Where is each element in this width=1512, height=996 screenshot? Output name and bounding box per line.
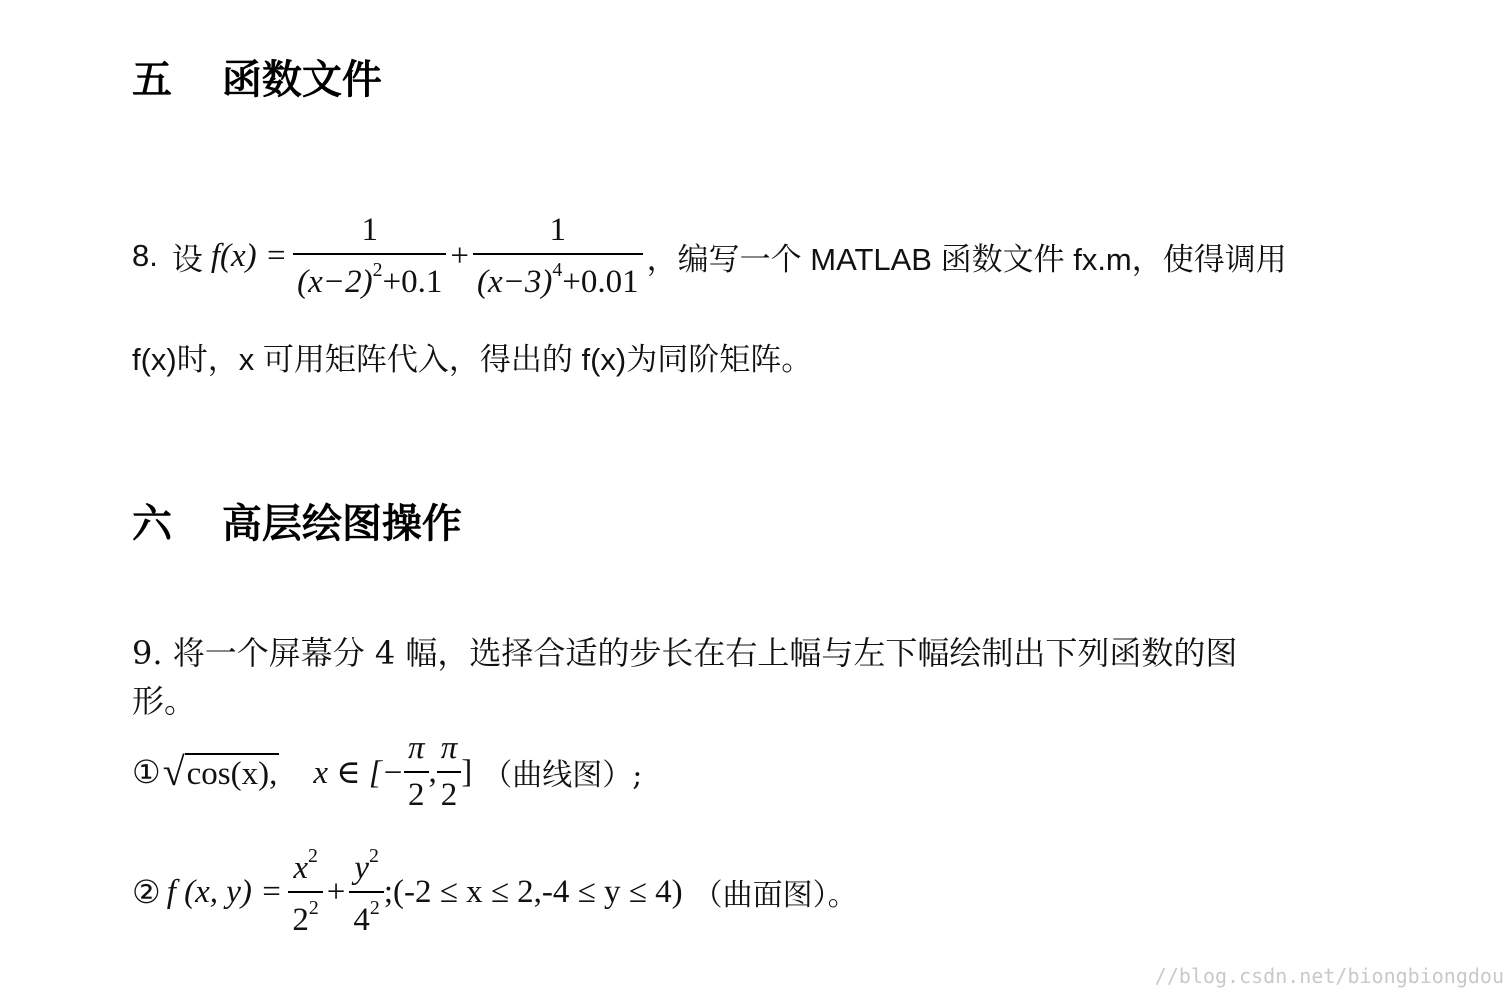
fraction-1 [293,211,446,300]
fraction-2 [473,211,643,300]
y-den-base: 4 [353,901,370,938]
x-in-interval: x ∈ [− [313,755,405,791]
section-heading-6 [132,492,462,549]
section-title: 高层绘图操作 [221,501,462,547]
interval-comma: , [428,753,437,790]
sqrt-icon: √ [162,749,185,794]
problem-8-text-rest: ，编写一个 MATLAB 函数文件 fx.m，使得调用 [646,241,1287,277]
pi-numerator-2: π [440,730,458,766]
problem-8-line-2: f(x)时，x 可用矩阵代入，得出的 f(x)为同阶矩阵。 [132,342,813,377]
y-exp: 2 [369,845,379,868]
domain-range: ;(-2 ≤ x ≤ 2,-4 ≤ y ≤ 4) [383,873,683,910]
problem-9-line-2: 形。 [132,682,197,720]
fraction-1-numerator: 1 [361,211,378,248]
plus-sign: + [326,873,346,910]
problem-8-line-1 [132,208,1287,304]
problem-9-item-2 [132,846,858,938]
fraction-2-numerator: 1 [549,211,567,248]
pi-numerator-1: π [408,730,425,766]
problem-number: 8. [132,238,158,273]
section-number: 五 [132,57,172,103]
frac-y-den [349,891,383,937]
problem-9-line-1: 9. 将一个屏幕分 4 幅，选择合适的步长在右上幅与左下幅绘制出下列函数的图 [132,634,1238,672]
watermark: //blog.csdn.net/biongbiongdou [1154,964,1504,988]
fraction-pi-2 [437,732,462,812]
den-1-exp: 2 [372,258,383,281]
item-marker-1: ① [132,753,161,791]
y-var: y [354,850,369,886]
den-2-exp: 4 [552,258,563,281]
item-1-note: （曲线图）; [482,758,643,793]
pi-denominator-2: 2 [437,771,462,812]
function-f-xy: f (x, y) = [166,873,283,910]
interval-close: ] [461,753,473,790]
x-var: x [293,850,308,886]
problem-intro: 设 [171,241,203,278]
item-marker-2: ② [132,873,161,911]
fraction-y-squared [349,847,383,937]
problem-9-item-1 [132,730,642,814]
den-2-tail: +0.01 [562,263,639,300]
pi-denominator-1: 2 [404,771,429,812]
section-heading-5 [132,48,382,105]
frac-y-num [352,847,381,891]
section-number: 六 [132,501,172,547]
sqrt-body: cos(x), [185,753,280,792]
den-1-base: (x−2) [297,263,373,300]
x-den-exp: 2 [308,897,319,919]
frac-x-den [288,891,322,937]
fraction-1-denominator [293,253,446,299]
x-exp: 2 [307,845,318,868]
x-den-base: 2 [292,901,309,938]
frac-x-num [291,847,320,891]
plus-sign: + [450,237,469,274]
fraction-x-squared [288,847,322,937]
den-2-base: (x−3) [476,263,553,300]
y-den-exp: 2 [369,897,380,919]
section-title: 函数文件 [221,57,382,103]
function-f-x: f(x) = [210,237,288,274]
fraction-pi-1 [404,732,429,812]
item-2-note: （曲面图）。 [692,878,858,913]
sqrt-expression [162,749,280,794]
fraction-2-denominator [473,253,643,299]
den-1-tail: +0.1 [382,263,443,300]
